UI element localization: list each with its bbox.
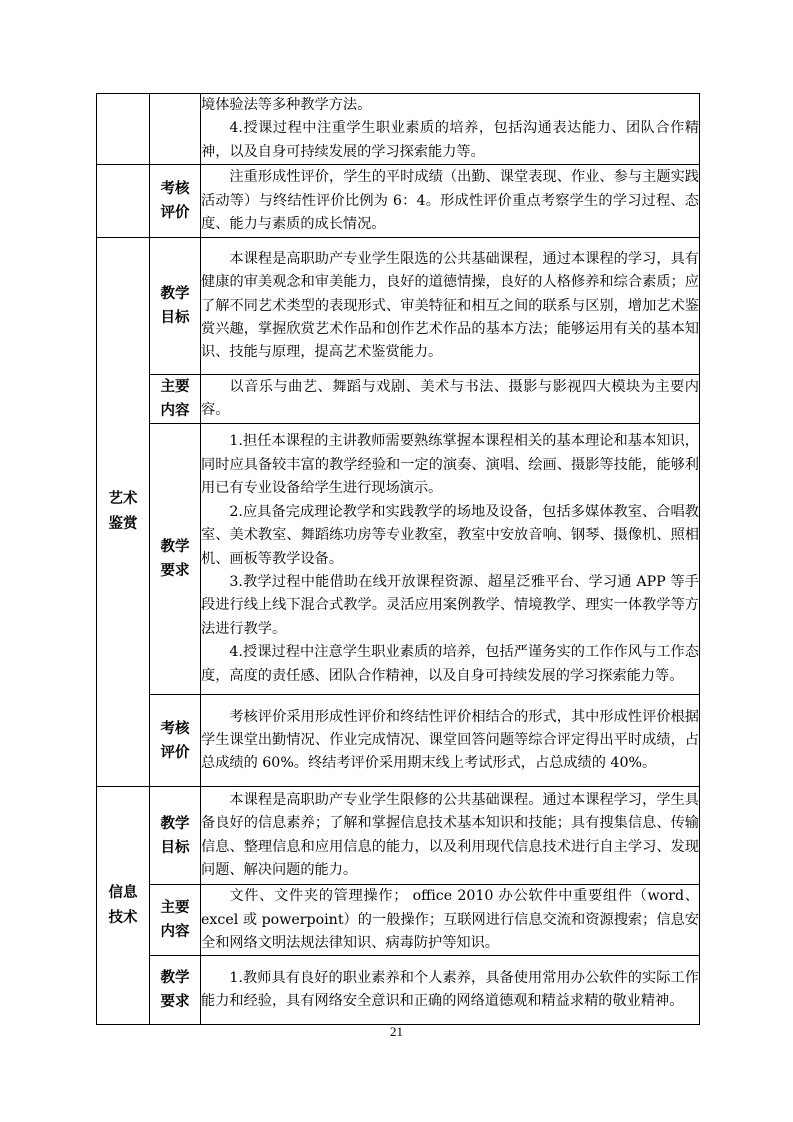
table-row	[97, 94, 700, 165]
requirement-item: 4.授课过程中注意学生职业素质的培养，包括严谨务实的工作作风与工作态度，高度的责任感、团队合作精神，以及自身可持续发展的学习探索能力等。	[201, 644, 699, 684]
art-objectives-text: 本课程是高职助产专业学生限选的公共基础课程，通过本课程的学习，具有健康的审美观念和审美能力，良好的道德情操，良好的人格修养和综合素质；应了解不同艺术类型的表现形式、审美特征和相互之间的联系与区别，增加艺术鉴赏兴趣，掌握欣赏艺术作品和创作艺术作品的基本方法；能够运用有关的基本知识、技能与原理，提高艺术鉴赏能力。	[201, 238, 700, 375]
course-name-cell-empty	[97, 165, 150, 238]
table-row	[97, 885, 700, 956]
requirement-item: 3.教学过程中能借助在线开放课程资源、超星泛雅平台、学习通 APP 等手段进行线上线下混合式教学。灵活应用案例教学、情境教学、理实一体教学等方法进行教学。	[201, 573, 699, 637]
table-row	[97, 424, 700, 695]
prev-teaching-requirements	[201, 94, 700, 165]
it-requirements-text: 1.教师具有良好的职业素养和个人素养，具备使用常用办公软件的实际工作能力和经验，具有网络安全意识和正确的网络道德观和精益求精的敬业精神。	[201, 956, 700, 1025]
course-name-cell-empty	[97, 94, 150, 165]
prev-teaching-line: 4.授课过程中注重学生职业素质的培养，包括沟通表达能力、团队合作精神，以及自身可持续发展的学习探索能力等。	[201, 120, 699, 160]
requirement-item: 1.担任本课程的主讲教师需要熟练掌握本课程相关的基本理论和基本知识，同时应具备较丰富的教学经验和一定的演奏、演唱、绘画、摄影等技能，能够利用已有专业设备给学生进行现场演示。	[201, 433, 699, 497]
content-label: 主要 内容	[150, 885, 201, 956]
it-content-text: 文件、文件夹的管理操作； office 2010 办公软件中重要组件（word、excel 或 powerpoint）的一般操作；互联网进行信息交流和资源搜索；信息安全和网络文明法规法律知识、病毒防护等知识。	[201, 885, 700, 956]
course-table	[96, 93, 700, 1025]
prev-assessment-text: 注重形成性评价，学生的平时成绩（出勤、课堂表现、作业、参与主题实践活动等）与终结性评价比例为 6：4。形成性评价重点考察学生的学习过程、态度、能力与素质的成长情况。	[201, 165, 700, 238]
content-label: 主要 内容	[150, 375, 201, 424]
objectives-label: 教学 目标	[150, 238, 201, 375]
art-content-text: 以音乐与曲艺、舞蹈与戏剧、美术与书法、摄影与影视四大模块为主要内容。	[201, 375, 700, 424]
assessment-label: 考核 评价	[150, 695, 201, 787]
table-row	[97, 956, 700, 1025]
requirements-label: 教学 要求	[150, 424, 201, 695]
table-row	[97, 787, 700, 885]
art-requirements-text	[201, 424, 700, 695]
table-row	[97, 165, 700, 238]
requirement-item: 2.应具备完成理论教学和实践教学的场地及设备，包括多媒体教室、合唱教室、美术教室、舞蹈练功房等专业教室，教室中安放音响、钢琴、摄像机、照相机、画板等教学设备。	[201, 503, 699, 567]
table-row	[97, 695, 700, 787]
label-cell-empty	[150, 94, 201, 165]
page-number: 21	[390, 1024, 403, 1039]
it-objectives-text: 本课程是高职助产专业学生限修的公共基础课程。通过本课程学习，学生具备良好的信息素养；了解和掌握信息技术基本知识和技能；具有搜集信息、传输信息、整理信息和应用信息的能力，以及利用现代信息技术进行自主学习、发现问题、解决问题的能力。	[201, 787, 700, 885]
prev-teaching-line: 境体验法等多种教学方法。	[201, 97, 372, 113]
prev-assessment-label: 考核 评价	[150, 165, 201, 238]
table-row	[97, 375, 700, 424]
course-name-art: 艺术 鉴赏	[97, 238, 150, 787]
objectives-label: 教学 目标	[150, 787, 201, 885]
table-row	[97, 238, 700, 375]
course-name-it: 信息 技术	[97, 787, 150, 1025]
requirements-label: 教学 要求	[150, 956, 201, 1025]
art-assessment-text: 考核评价采用形成性评价和终结性评价相结合的形式，其中形成性评价根据学生课堂出勤情况、作业完成情况、课堂回答问题等综合评定得出平时成绩，占总成绩的 60%。终结考评价采用期末线上考试形式，占总成绩的 40%。	[201, 695, 700, 787]
